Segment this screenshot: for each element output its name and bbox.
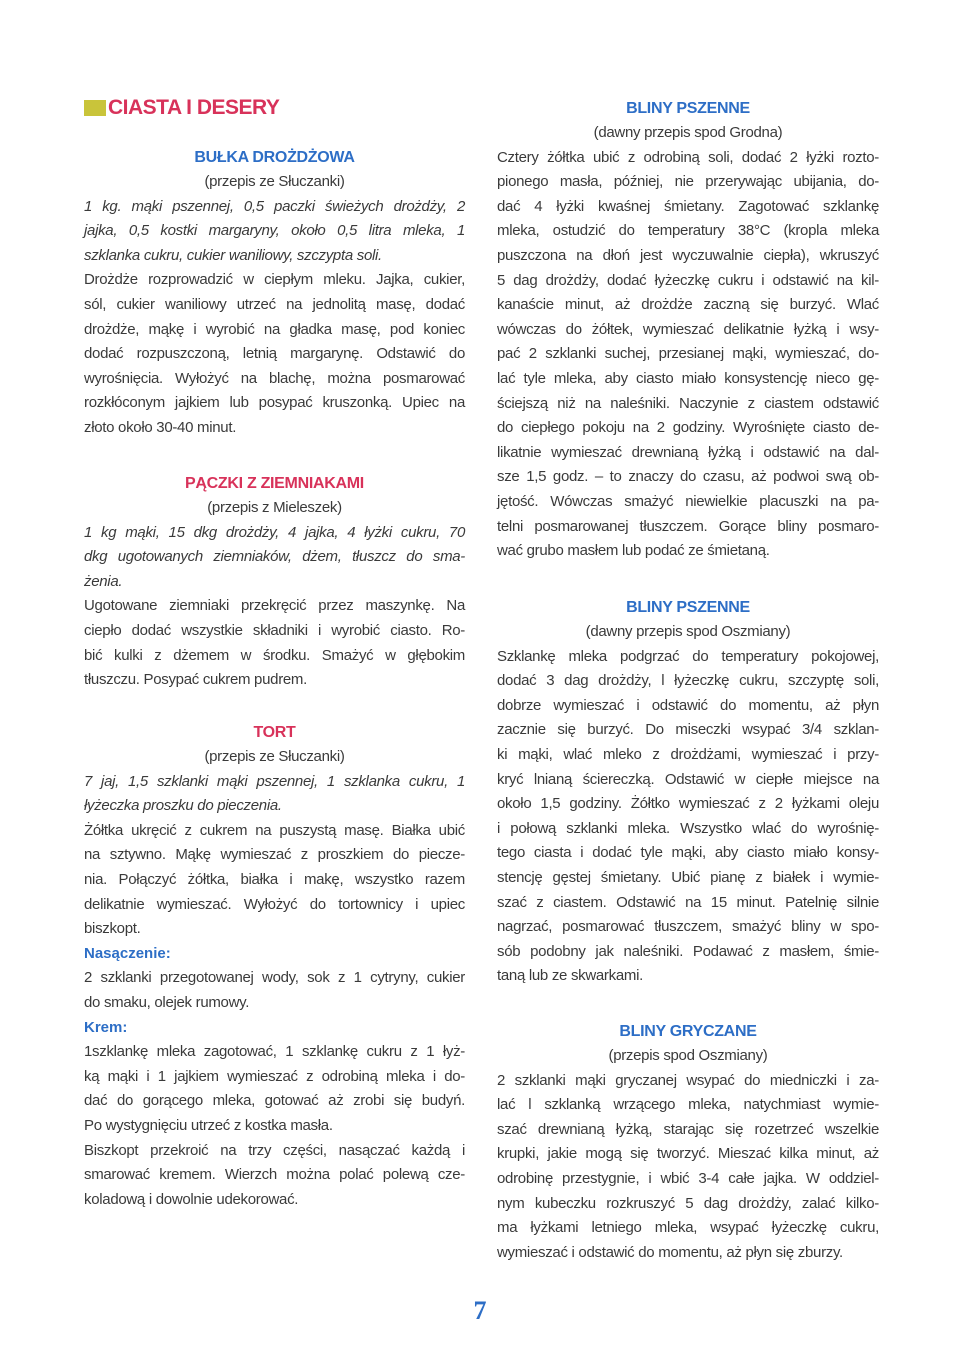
text-line: lać tyle mleka, aby ciasto miało konsystencję nieco gę-: [497, 369, 879, 387]
text-line: szać z ciastem. Odstawić na 15 minut. Patelnię silnie: [497, 893, 879, 911]
text-line: szać drewnianą łyżką, starając się rozetrzeć wszelkie: [497, 1120, 879, 1138]
text-line: pionego masła, później, nie przerywając ubijania, do-: [497, 173, 879, 191]
recipe-bliny-pszenne-grodno: [497, 97, 879, 564]
text-line: sób podobny jak naleśniki. Podawać z masłem, śmie-: [497, 942, 879, 960]
text-line: delikatnie wymieszać. Wyłożyć do tortownicy i upiec: [84, 895, 465, 913]
text-line: 1 kg mąki, 15 dkg drożdży, 4 jajka, 4 łyżki cukru, 70: [84, 523, 465, 541]
recipe-source: (przepis ze Słuczanki): [204, 173, 345, 190]
section-title: CIASTA I DESERY: [108, 96, 280, 119]
text-line: i połową szklanki mleka. Wszystko wlać do wyrośnię-: [497, 819, 879, 837]
text-line: ciepło dodać wszystkie składniki i wyrobić ciasto. Ro-: [84, 621, 465, 639]
section-header: [84, 96, 279, 120]
recipe-method: [84, 594, 465, 692]
recipe-source: (przepis z Mieleszek): [207, 499, 342, 516]
text-line: jajka, 0,5 kostki margaryny, około 0,5 litra mleka, 1: [84, 222, 465, 240]
text-line: około 1,5 godziny. Żółtko wymieszać z 2 łyżkami oleju: [497, 795, 879, 813]
text-line: nym kubeczku rozkruszyć 5 dag drożdży, zalać kilko-: [497, 1194, 879, 1212]
text-line: wyrośnięcia. Wyłożyć na blachę, można posmarować: [84, 369, 465, 387]
text-line: dodać rozpuszczoną, letnią margarynę. Odstawić do: [84, 345, 465, 363]
text-line: złoto około 30-40 minut.: [84, 418, 237, 436]
text-line: stencję gęstej śmietany. Ubić pianę z białek i wymie-: [497, 868, 879, 886]
recipe-source: (dawny przepis spod Grodna): [593, 124, 783, 141]
text-line: Szklankę mleka podgrzać do temperatury pokojowej,: [497, 647, 879, 665]
text-line: drożdże, mąkę i wyrobić na gładka masę, pod koniec: [84, 320, 465, 338]
text-line: dać 4 łyżki kwaśnej śmietany. Zagotować szklankę: [497, 197, 879, 215]
text-line: nia. Połączyć żółtka, białka i makę, wszystko razem: [84, 870, 465, 888]
text-line: szklanka cukru, cukier waniliowy, szczypta soli.: [84, 246, 382, 264]
text-line: 2 szklanki przegotowanej wody, sok z 1 cytryny, cukier: [84, 969, 465, 987]
text-line: Cztery żółtka ubić z odrobiną soli, dodać 2 łyżki rozto-: [497, 148, 879, 166]
text-line: wymieszać i odstawić do momentu, aż płyn się zburzy.: [497, 1243, 843, 1261]
text-line: Drożdże rozprowadzić w ciepłym mleku. Jajka, cukier,: [84, 271, 465, 289]
text-line: dobrze wymieszać i odstawić do momentu, aż płyn: [497, 696, 879, 714]
text-line: rozkłóconym jajkiem lub posypać kruszonką. Upiec na: [84, 394, 465, 412]
text-line: bić kulki z dżemem w środku. Smażyć w głębokim: [84, 646, 465, 664]
text-line: dać do gorącego mleka, gotować aż zrobi się budyń.: [84, 1092, 465, 1110]
section-marker: [84, 100, 106, 116]
text-line: biszkopt.: [84, 920, 141, 938]
text-line: Biszkopt przekroić na trzy części, nasączać każdą i: [84, 1141, 465, 1159]
text-line: nagrzać, posmarować tłuszczem, smażyć bliny w spo-: [497, 918, 879, 936]
recipe-ingredients: [84, 770, 465, 819]
text-line: kanaście minut, aż drożdże zaczną się burzyć. Wlać: [497, 296, 879, 314]
recipe-ingredients: [84, 195, 465, 269]
text-line: jętość. Wówczas smażyć niewielkie placuszki na pa-: [497, 492, 879, 510]
recipe-method: [84, 819, 465, 942]
text-line: ką mąki i 1 jajkiem wymieszać z odrobiną mleka i do-: [84, 1067, 465, 1085]
nasaczenie-text: [84, 966, 465, 1015]
text-line: telni posmarowanej tłuszczem. Gorące bliny posmaro-: [497, 517, 879, 535]
text-line: ma łyżkami letniego mleka, wsypać łyżeczkę cukru,: [497, 1219, 879, 1237]
recipe-method: [497, 645, 879, 989]
text-line: likatnie wymieszać drewnianą łyżką i odstawić na dal-: [497, 443, 879, 461]
page-number: 7: [473, 1296, 487, 1325]
text-line: ki mąki, wlać mleko z drożdżami, wymieszać i przy-: [497, 745, 879, 763]
text-line: 5 dag drożdży, dodać łyżeczkę cukru i odstawić na kil-: [497, 271, 879, 289]
recipe-title: BLINY PSZENNE: [626, 100, 750, 117]
text-line: Żółtka ukręcić z cukrem na puszystą masę. Białka ubić: [84, 821, 465, 839]
text-line: tłuszczu. Posypać cukrem pudrem.: [84, 671, 307, 689]
recipe-bulka: [84, 146, 465, 441]
text-line: żenia.: [84, 572, 123, 590]
text-line: Po wystygnięciu utrzeć z kostka masła.: [84, 1116, 333, 1134]
text-line: do ciepłego pokoju na 2 godziny. Wyrośnięte ciasto de-: [497, 419, 879, 437]
text-line: odrobinę przestygnie, i wbić 3-4 całe jajka. W oddziel-: [497, 1169, 879, 1187]
krem-label: Krem:: [84, 1018, 128, 1036]
text-line: kryć lnianą ściereczką. Odstawić w ciepłe miejsce na: [497, 770, 879, 788]
recipe-title: BUŁKA DROŻDŻOWA: [194, 149, 355, 166]
text-line: ściejszą niż na naleśniki. Naczynie z ciastem odstawić: [497, 394, 879, 412]
text-line: 7 jaj, 1,5 szklanki mąki pszennej, 1 szklanka cukru, 1: [84, 772, 465, 790]
text-line: smarować kremem. Wierzch można polać polewą cze-: [84, 1166, 465, 1184]
text-line: 1 kg. mąki pszennej, 0,5 paczki świeżych drożdży, 2: [84, 197, 465, 215]
nasaczenie-label: Nasączenie:: [84, 944, 171, 962]
recipe-bliny-gryczane: [497, 1020, 879, 1265]
text-line: puszczona na dłoń jest wyczuwalnie ciepła), wkruszyć: [497, 246, 879, 264]
text-line: krupki, jakie mogą się tworzyć. Mieszać kilka minut, aż: [497, 1145, 879, 1163]
text-line: na sztywno. Mąkę wymieszać z proszkiem do piecze-: [84, 846, 465, 864]
recipe-title: BLINY PSZENNE: [626, 599, 750, 616]
recipe-method: [84, 268, 465, 440]
text-line: łyżeczka proszku do pieczenia.: [84, 797, 282, 815]
text-line: tego ciasta i dodać tyle mąki, aby ciasto miało konsy-: [497, 844, 879, 862]
recipe-method: [497, 1069, 879, 1266]
text-line: dodać 3 dag drożdży, l łyżeczkę cukru, szczyptę soli,: [497, 672, 879, 690]
recipe-title: PĄCZKI Z ZIEMNIAKAMI: [185, 475, 364, 492]
text-line: do smaku, olejek rumowy.: [84, 993, 250, 1011]
text-line: lać l szklanką wrzącego mleka, natychmiast wymie-: [497, 1096, 879, 1114]
text-line: dkg ugotowanych ziemniaków, dżem, tłuszcz do sma-: [84, 548, 465, 566]
text-line: wać grubo masłem lub podać ze śmietaną.: [497, 542, 770, 560]
recipe-paczki: [84, 472, 465, 693]
recipe-title: BLINY GRYCZANE: [619, 1023, 757, 1040]
text-line: sze 1,5 godz. – to znaczy do czasu, aż podwoi swą ob-: [497, 468, 879, 486]
recipe-source: (przepis spod Oszmiany): [608, 1047, 768, 1064]
krem-text: [84, 1040, 465, 1212]
recipe-tort: [84, 721, 465, 1212]
recipe-title: TORT: [253, 724, 296, 741]
text-line: zacznie się burzyć. Do miseczki wsypać 3/4 szklan-: [497, 721, 879, 739]
recipe-source: (przepis ze Słuczanki): [204, 748, 345, 765]
text-line: wówczas do żółtek, wymieszać delikatnie łyżką i wsy-: [497, 320, 879, 338]
text-line: pać 2 szklanki suchej, przesianej mąki, wymieszać, do-: [497, 345, 879, 363]
recipe-ingredients: [84, 521, 465, 595]
text-line: koladową i dowolnie udekorować.: [84, 1190, 299, 1208]
text-line: sól, cukier waniliowy utrzeć na jednolitą masę, dodać: [84, 295, 465, 313]
text-line: Ugotowane ziemniaki przekręcić przez maszynkę. Na: [84, 597, 465, 615]
recipe-method: [497, 146, 879, 564]
recipe-source: (dawny przepis spod Oszmiany): [585, 623, 791, 640]
text-line: mleka, ostudzić do temperatury 38°C (kropla mleka: [497, 222, 879, 240]
text-line: 1szklankę mleka zagotować, 1 szklankę cukru z 1 łyż-: [84, 1043, 465, 1061]
recipe-bliny-pszenne-oszmiany: [497, 596, 879, 989]
text-line: taną lub ze skwarkami.: [497, 967, 643, 985]
text-line: 2 szklanki mąki gryczanej wsypać do miedniczki i za-: [497, 1071, 879, 1089]
